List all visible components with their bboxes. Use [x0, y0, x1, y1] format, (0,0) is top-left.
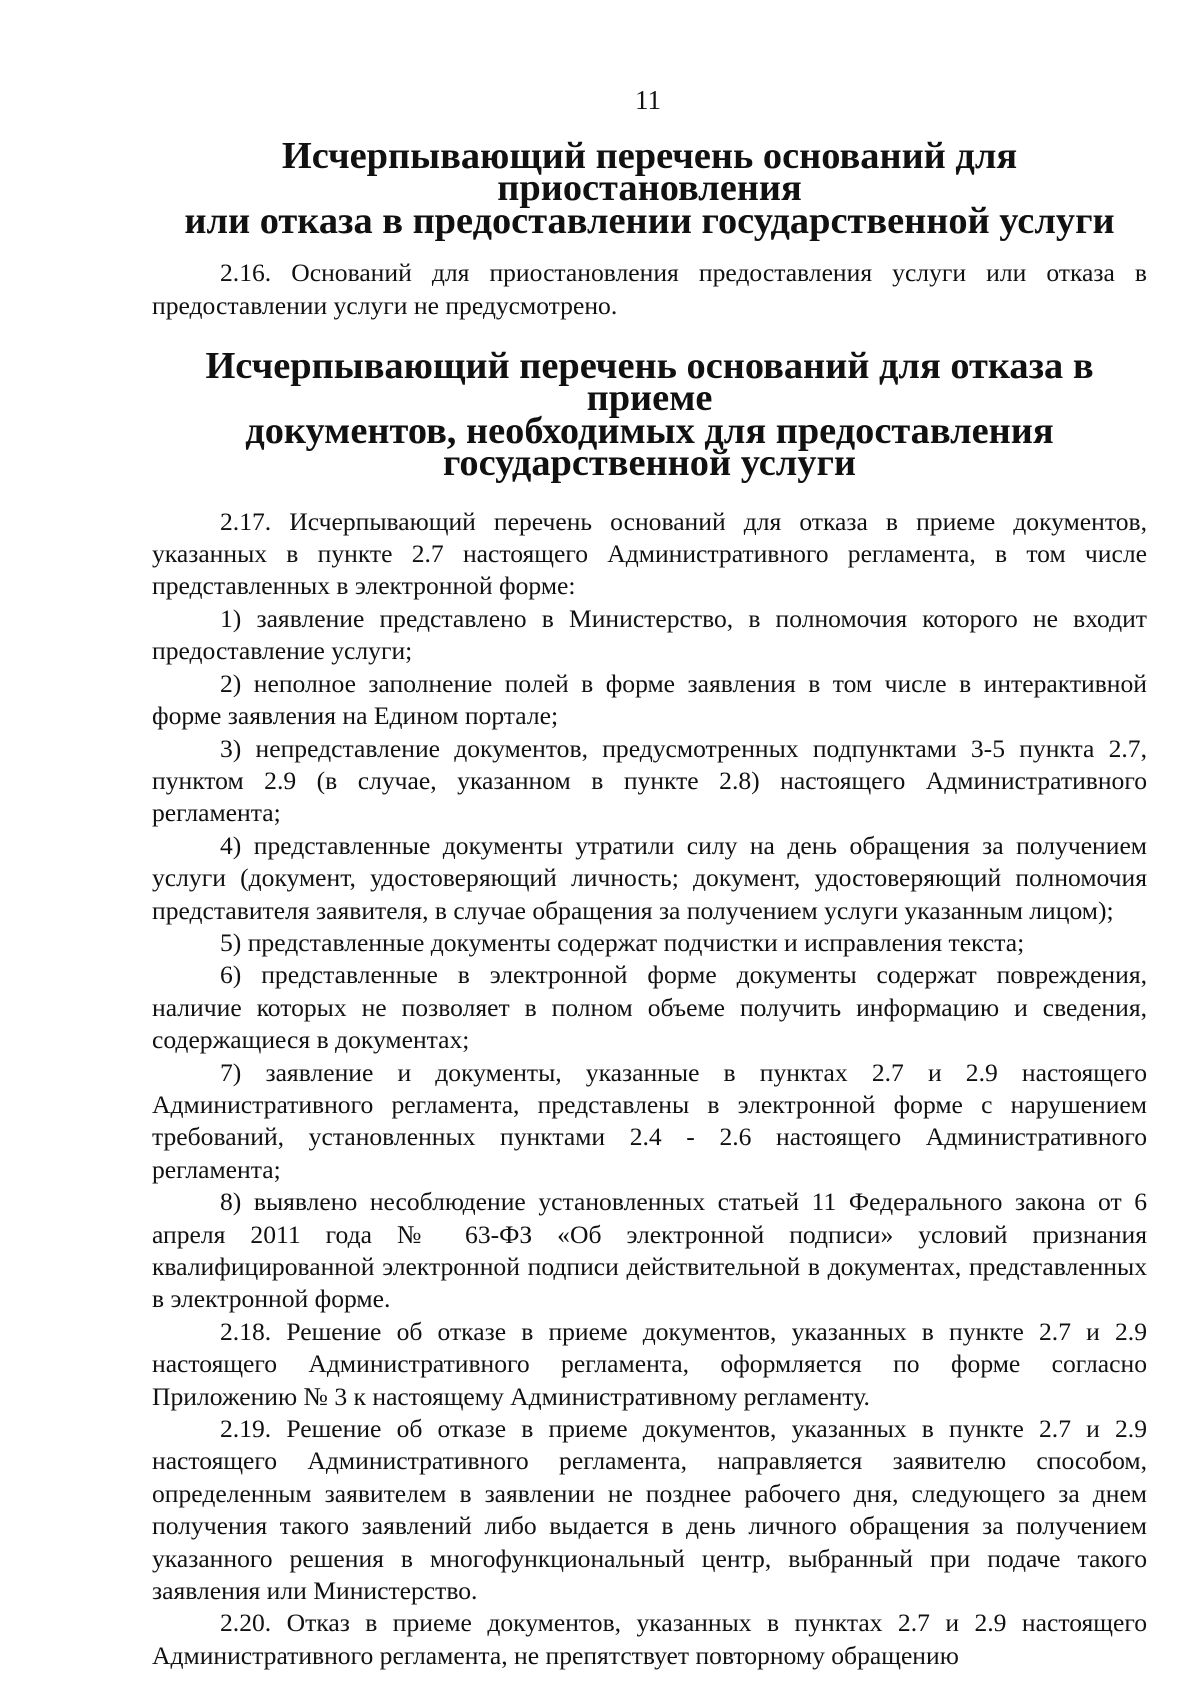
heading-line: Исчерпывающий перечень оснований для приостановления — [281, 135, 1018, 210]
paragraph-2-17: 2.17. Исчерпывающий перечень оснований для отказа в приеме документов, указанных в пункте 2.7 настоящего Административного регламента, в том числе представленных в электронной форме: — [152, 506, 1147, 601]
heading-line: документов, необходимых для предоставления государственной услуги — [245, 409, 1054, 485]
section-heading-suspension — [152, 135, 1147, 242]
page-number: 11 — [635, 85, 661, 115]
document-body — [152, 135, 1147, 1672]
heading-line: Исчерпывающий перечень оснований для отказа в приеме — [205, 345, 1094, 420]
list-item: 7) заявление и документы, указанные в пунктах 2.7 и 2.9 настоящего Административного регламента, представлены в электронной форме с нарушением требований, установленных пунктами 2.4 - 2.6 настоящего Административного регламента; — [152, 1057, 1147, 1184]
list-item: 2) неполное заполнение полей в форме заявления в том числе в интерактивной форме заявления на Едином портале; — [152, 668, 1147, 731]
list-item: 4) представленные документы утратили силу на день обращения за получением услуги (документ, удостоверяющий личность; документ, удостоверяющий полномочия представителя заявителя, в случае обращения за получением услуги указанным лицом); — [152, 830, 1147, 925]
paragraph-2-19: 2.19. Решение об отказе в приеме документов, указанных в пункте 2.7 и 2.9 настоящего Административного регламента, направляется заявителю способом, определенным заявителем в заявлении не позднее рабочего дня, следующего за днем получения такого заявлений либо выдается в день личного обращения за получением указанного решения в многофункциональный центр, выбранный при подаче такого заявления или Министерство. — [152, 1414, 1147, 1606]
list-item: 3) непредставление документов, предусмотренных подпунктами 3-5 пункта 2.7, пунктом 2.9 (в случае, указанном в пункте 2.8) настоящего Административного регламента; — [152, 733, 1147, 828]
list-item: 1) заявление представлено в Министерство, в полномочия которого не входит предоставление услуги; — [152, 603, 1147, 666]
list-item: 6) представленные в электронной форме документы содержат повреждения, наличие которых не позволяет в полном объеме получить информацию и сведения, содержащиеся в документах; — [152, 960, 1147, 1055]
paragraph-2-20: 2.20. Отказ в приеме документов, указанных в пунктах 2.7 и 2.9 настоящего Административного регламента, не препятствует повторному обращению — [152, 1608, 1147, 1670]
section-heading-refusal — [152, 345, 1147, 485]
paragraph-2-18: 2.18. Решение об отказе в приеме документов, указанных в пункте 2.7 и 2.9 настоящего Административного регламента, оформляется по форме согласно Приложению № 3 к настоящему Административному регламенту. — [152, 1316, 1147, 1411]
list-item: 5) представленные документы содержат подчистки и исправления текста; — [220, 927, 1025, 957]
paragraph-2-16: 2.16. Оснований для приостановления предоставления услуги или отказа в предоставлении услуги не предусмотрено. — [152, 258, 1147, 320]
list-item: 8) выявлено несоблюдение установленных статьей 11 Федерального закона от 6 апреля 2011 года № 63-ФЗ «Об электронной подписи» условий признания квалифицированной электронной подписи действительной в документах, представленных в электронной форме. — [152, 1187, 1147, 1314]
heading-line: или отказа в предоставлении государственной услуги — [184, 199, 1115, 242]
